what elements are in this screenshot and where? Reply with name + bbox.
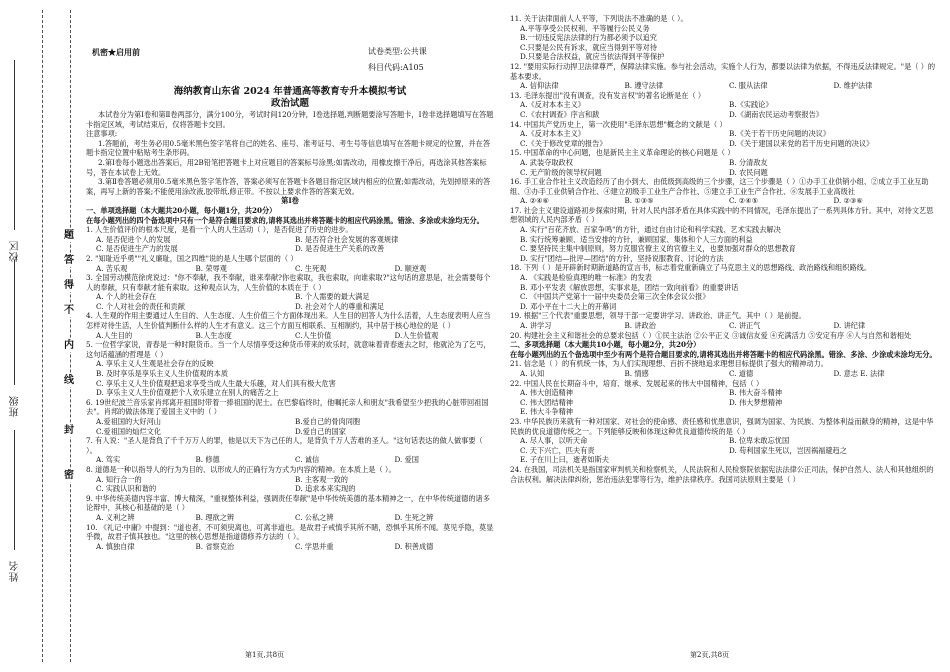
option: D. 伟大梦想精神: [729, 397, 783, 407]
option: B.人生态度: [195, 330, 232, 340]
title-line2: 政治试题: [270, 98, 309, 109]
option: A. 《实践是检验真理的唯一标准》的发表: [520, 273, 652, 283]
option: C. 诚信: [295, 455, 320, 465]
seal-char: 封: [64, 425, 74, 436]
question-stem: 16. 手工业合作社主义改造经历了由小到大、由低级到高级的三个步骤，这三个步骤是（ ）①办手工业供销小组、②成立手工业互助组、③办手工业供销合作社、④建立初级手工业生产合作社、⑤建立手工业生产合作社、⑥发展手工业高级社: [510, 177, 929, 196]
option: A.爱祖国的大好河山: [96, 417, 161, 426]
question-options: [96, 455, 494, 465]
option: A. 苦乐观: [96, 263, 128, 273]
label-name: 姓名: [10, 560, 21, 582]
question: [86, 311, 494, 340]
section-heading: 一、单项选择题（本大题共20小题，每小题1分，共20分）: [86, 205, 277, 215]
option: B. 邓小平发表《解放思想，实事求是，团结一致向前看》的重要讲话: [520, 282, 739, 292]
option: D. ②③⑥: [833, 196, 863, 206]
question-stem: 22. 中国人民在长期奋斗中，培育、继承、发展起来的伟大中国精神，包括（ ）: [510, 378, 764, 388]
option: E. 伟大斗争精神: [520, 407, 573, 417]
option: B. 情感: [624, 368, 649, 378]
option: C. 天下兴亡，匹夫有责: [520, 445, 595, 455]
option: D. 爱国: [394, 455, 419, 465]
question: [510, 331, 938, 341]
option: B. 伟大奋斗精神: [729, 388, 782, 398]
option: C. 道德: [729, 368, 754, 378]
option: D. 维护法律: [833, 81, 873, 91]
class-underline: [14, 260, 15, 385]
question-stem: 8. 道德是一种以指导人的行为为目的、以形成人的正确行为方式为内容的精神。在本质上是（ ）。: [86, 464, 396, 474]
option: C. 《中国共产党第十一届中央委员会第三次全体会议公报》: [520, 292, 710, 302]
seal-char: 密: [64, 470, 74, 481]
question-stem: 5. 一位哲学家说，青春是一种时限货币。当一个人尽情享受这种货币带来的欢乐时，就意味着青春逝去之时，他就沦为了乞丐，这句话蕴涵的哲理是（ ）: [86, 340, 491, 359]
intro-text: 本试卷分为第Ⅰ卷和第Ⅱ卷两部分，满分100分，考试时间120分钟，Ⅰ卷选择题,判断题要涂写答题卡，Ⅰ卷非选择题填写在答题卡指定区域，考试结束后，仅将答题卡交回。: [86, 110, 494, 129]
option: D. 生死之辨: [394, 512, 434, 522]
question-stem: 10. 《礼记·中庸》中提到："道也者，不可须臾离也，可离非道也。是故君子戒慎乎其所不睹，恐惧乎其所不闻。莫见乎隐，莫显乎微，故君子慎其独也。"这里的核心思想是指道德修养方法的（ ）。: [86, 522, 494, 542]
question: [86, 494, 494, 523]
option: C. 生死观: [295, 263, 327, 273]
option: A. 信仰法律: [520, 81, 559, 91]
notice-heading: 注意事项:: [86, 129, 118, 139]
option: [729, 455, 938, 465]
section-instructions: 在每小题列出的四个备选项中只有一个是符合题目要求的,请将其选出并将答题卡的相应代码涂黑。错涂、多涂或未涂均无分。: [86, 215, 484, 225]
exam-type: 试卷类型:公共课: [368, 47, 427, 56]
question-stem: 18. 下列（ ）是开辟新时期新道路的宣言书，标志着党重新确立了马克思主义的思想路线、政治路线和组织路线。: [510, 263, 872, 273]
label-campus: 校区: [10, 240, 21, 262]
question: [86, 523, 494, 552]
question-stem: 6. 19世纪波兰音乐家肖邦离开祖国时带着一捧祖国的泥土。在巴黎临终时，他嘱托亲人和朋友"我希望至少把我的心脏带回祖国去"。肖邦的做法体现了爱国主义中的（ ）: [86, 397, 489, 417]
cut-line-outer: [42, 10, 43, 662]
question-options: [520, 196, 938, 206]
question-stem: 4. 人生观的作用主要通过人生目的、人生态度、人生价值三个方面体现出来。人生目的回答人为什么活着，人生态度表明人应当怎样对待生活，人生价值判断什么样的人生才有意义。这三个方面互相联系、互相制约，其中居于核心地位的是（ ）: [86, 311, 491, 331]
question-stem: 23. 中华民族历来就有一种对国家、对社会的使命感、责任感和忧患意识，强调为国家、为民族、为整体利益而献身的精神，这是中华民族的优良道德传统之一。下列能够反映和体现这种优良道德传统的是（ ）: [510, 416, 934, 436]
option: B.一切违反宪法法律的行为都必须予以追究: [520, 33, 657, 43]
question-options: [96, 292, 494, 311]
option: A. 个人的社会存在: [96, 292, 157, 302]
option: E. 子在川上曰，逝者如斯夫: [520, 455, 609, 465]
question-options: [96, 417, 494, 436]
option: B.《实践论》: [729, 100, 773, 110]
option: A. ②④⑥: [520, 196, 550, 206]
question: [510, 465, 938, 484]
option: C.只要是公民有诉求，就应当得到平等对待: [520, 42, 657, 52]
notice-item: 1.答题前，考生务必用0.5毫米黑色签字笔将自己的姓名、座号、准考证号、考生号等信息填写在答题卡规定的位置，并在答题卡指定位置中粘贴考生条形码。: [86, 138, 491, 158]
option: A. 慎独自律: [96, 541, 135, 551]
question-stem: 17. 社会主义建设道路初步探索时期，针对人民内部矛盾在具体实践中的不同情况，毛泽东提出了一系列具体方针。其中，对待文艺思想领域的人民内部矛盾（ ）: [510, 205, 934, 225]
question-list: [510, 359, 938, 484]
option: A. 知行合一的: [96, 474, 142, 484]
option: C. 学思并重: [295, 541, 334, 551]
question: [86, 465, 494, 494]
option: B. 及时享乐是享乐主义人生价值观的本质: [96, 369, 229, 379]
option: A.《反对本本主义》: [520, 100, 585, 110]
option: D. 社会对个人的尊重和满足: [295, 301, 385, 311]
option: A. 认知: [520, 368, 545, 378]
option: C.人生价值: [295, 330, 332, 340]
page-footer-left: 第1页,共8页: [245, 651, 285, 659]
name-underline: [14, 430, 15, 550]
option: B. 修德: [195, 455, 220, 465]
option: A. 讲学习: [520, 321, 552, 330]
question-stem: 3. 全国劳动模范徐虎说过："你不奉献，我不奉献，谁来奉献?你也索取，我也索取，向谁索取?"这句话的意思是，社会需要每个人的奉献，只有奉献才能有索取。这种观点认为，人生价值的本质在于（ ）: [86, 273, 491, 292]
option: C. 服从法律: [729, 81, 768, 91]
question: [86, 225, 494, 254]
option: A.人生目的: [96, 330, 133, 340]
question-stem: 12. "要用实际行动捍卫法律尊严，保障法律实施。参与社会活动，实施个人行为，都要以法律为依据，不得违反法律规定。"是（ ）的基本要求。: [510, 61, 936, 81]
question: [510, 62, 938, 91]
question-options: [520, 273, 938, 311]
option: C. 个人对社会的责任和贡献: [96, 301, 185, 311]
option: D.只要是合法权益，就应当依法得到平等保护: [520, 52, 665, 62]
question: [86, 398, 494, 436]
question: [86, 273, 494, 311]
question-stem: 24. 在我国，司法机关是指国家审判机关和检察机关，人民法院和人民检察院依据宪法法律公正司法，保护自然人、法人和其他组织的合法权利。解决法律纠纷，惩治违法犯罪等行为，维护法律秩序。我国司法原则主要是（ ）: [510, 464, 934, 484]
question: [86, 254, 494, 273]
option: [729, 407, 938, 417]
option: C. ②④⑤: [729, 196, 759, 206]
seal-char: 不: [64, 305, 74, 316]
option: A.《反对本本主义》: [520, 129, 585, 139]
subject-code: 科目代码:A105: [368, 63, 424, 72]
option: A. 是否促进个人的发展: [96, 234, 171, 244]
option: B.爱自己的骨肉同胞: [295, 417, 361, 426]
title-line1: 海纳教育山东省 2024 年普通高等教育专升本模拟考试: [173, 86, 407, 97]
question-stem: 1. 人生价值评价的根本尺度，是看一个人的人生活动（ ），是否促进了历史的进步。: [86, 225, 353, 235]
seal-char: 题: [64, 230, 74, 241]
option: B.《关于若干历史问题的决议》: [729, 129, 831, 139]
option: A.平等享受公民权利、平等履行公民义务: [520, 23, 650, 33]
option: C. 无产阶级的领导权问题: [520, 167, 602, 177]
page-right: [510, 14, 938, 484]
question: [510, 148, 938, 177]
option: C. 享乐主义人生价值观把追求享受当成人生最大乐趣，对人们具有极大危害: [96, 378, 336, 388]
question: [86, 436, 494, 465]
question: [510, 311, 938, 330]
option: B. 省察克治: [195, 541, 235, 551]
option: D. 积善成德: [394, 541, 434, 551]
option: D. 农民问题: [729, 167, 768, 177]
option: B. 遵守法律: [624, 81, 664, 91]
question: [510, 206, 938, 264]
question-options: [96, 359, 494, 397]
option: A. 尽人事，以听天命: [520, 436, 588, 446]
question-options: [96, 475, 494, 494]
option: B. 个人需要的最大满足: [295, 292, 370, 302]
cut-line-inner: [70, 10, 71, 662]
question: [510, 91, 938, 120]
section-heading: 二、多项选择题（本大题共10小题，每小题2分，共20分）: [510, 340, 701, 350]
section-instructions: 在每小题列出的五个备选项中至少有两个是符合题目要求的,请将其选出并将答题卡的相应代码涂黑。错涂、多涂、少涂或未涂均无分。: [510, 349, 937, 359]
question-options: [96, 264, 494, 274]
option: B. ①③⑤: [624, 196, 654, 206]
question-stem: 13. 毛泽东提出"没有调查，没有发言权"的著名论断是在（ ）: [510, 90, 706, 100]
question-options: [520, 388, 938, 417]
question-list: [510, 14, 938, 340]
page-footer-right: 第2页,共8页: [690, 651, 730, 659]
option: B. 位卑未敢忘忧国: [729, 436, 790, 446]
option: A. 享乐主义人生观是社会存在的反映: [96, 359, 214, 369]
option: D. 意志 E. 法律: [833, 368, 885, 378]
question: [86, 340, 494, 398]
option: D.《湖南农民运动考察报告》: [729, 109, 824, 119]
question: [510, 359, 938, 378]
option: C.《关于修改党章的报告》: [520, 138, 607, 148]
option: C. 公私之辨: [295, 512, 334, 522]
option: A. 义利之辨: [96, 512, 135, 522]
option: B. 荣辱观: [195, 263, 227, 273]
campus-underline: [14, 60, 15, 230]
question-options: [520, 158, 938, 177]
question-stem: 11. 关于法律面前人人平等，下列说法不准确的是（ ）。: [510, 14, 688, 23]
option: A. 武装夺取政权: [520, 157, 573, 167]
exam-title: [86, 86, 494, 110]
question-options: [520, 129, 938, 148]
option: D. 享乐主义人生价值观把个人欢乐建立在别人的痛苦之上: [96, 388, 279, 398]
option: A. 笃实: [96, 455, 121, 465]
option: B. 主客观一致的: [295, 474, 348, 484]
question-options: [520, 81, 938, 91]
option: D. 讲纪律: [833, 321, 866, 330]
notice-item: 3.第Ⅱ卷答题必须用0.5毫米黑色签字笔作答，答案必须写在答题卡各题目指定区域内相应的位置;如需改动，先划掉原来的答案，再写上新的答案;不能使用涂改液,胶带纸,修正带。不按以上要求作答的答案无效。: [86, 177, 491, 196]
option: D. 顺逆观: [394, 263, 427, 273]
option: A. 实行"百花齐放、百家争鸣"的方针，通过自由讨论和科学实践、艺术实践去解决: [520, 225, 781, 235]
question: [510, 177, 938, 206]
option: A. 伟大创造精神: [520, 388, 573, 398]
question: [510, 417, 938, 465]
seal-char: 内: [64, 340, 74, 351]
exam-meta: [368, 44, 427, 76]
question-options: [96, 513, 494, 523]
question-stem: 7. 有人说："圣人是背負了千千万万人的罪，他是以天下为己任的人，是背负千万人苦难的圣人。"这句话表达的做人做事要（ ）。: [86, 436, 483, 455]
option: D.《关于建国以来党的若干历史问题的决议》: [729, 138, 874, 148]
question-stem: 20. 构建社会主义和谐社会的总要求包括（ ）①民主法治 ②公平正义 ③诚信友爱 ④充满活力 ⑤安定有序 ⑥人与自然和谐相处: [510, 330, 912, 340]
question-options: [520, 436, 938, 465]
confidential-mark: 机密★启用前: [92, 47, 140, 57]
question-options: [520, 225, 938, 263]
question: [510, 379, 938, 417]
option: C. 是否促进生产力的发展: [96, 244, 178, 254]
option: D. 是否促进生产关系的改善: [295, 244, 385, 254]
page-left: [86, 14, 494, 551]
option: C.爱祖国的灿烂文化: [96, 426, 162, 436]
option: C.《农村调查》序言和跋: [520, 109, 600, 119]
part-heading: 第Ⅰ卷: [281, 196, 299, 206]
question: [510, 263, 938, 311]
option: C. 要坚持民主集中制原则，努力克服官僚主义的官僚主义，也要加强对群众的思想教育: [520, 244, 796, 254]
option: D. 苟利国家生死以，岂因祸福避趋之: [729, 445, 847, 455]
seal-char: 线: [64, 375, 74, 386]
option: D.爱自己的国家: [295, 426, 346, 436]
option: B. 讲政治: [624, 321, 656, 330]
option: B. 理欲之辨: [195, 512, 235, 522]
option: D.人生价值观: [394, 330, 439, 340]
option: C. 伟大团结精神: [520, 397, 573, 407]
question: [510, 14, 938, 62]
question-options: [520, 369, 938, 379]
question-list: [86, 225, 494, 551]
label-class: 班级: [10, 395, 21, 417]
option: B. 是否符合社会发展的客观规律: [295, 234, 399, 244]
seal-char: 答: [64, 255, 74, 266]
question-stem: 9. 中华传统美德内容丰富、博大精深，"重视整体利益，强调责任奉献"是中华传统美德的基本精神之一，在中华传统道德的诸多论辩中，其核心和基础的是（ ）: [86, 493, 490, 513]
option: D. 邓小平在十二大上的开幕词: [520, 301, 617, 311]
option: B. 分清敌友: [729, 157, 768, 167]
question: [510, 120, 938, 149]
notice-item: 2.第Ⅰ卷每小题选出答案后，用2B铅笔把答题卡上对应题目的答案标号涂黑;如需改动，用橡皮擦干净后，再选涂其他答案标号，答在本试卷上无效。: [86, 157, 487, 177]
question-options: [96, 331, 494, 341]
option: B. 实行统筹兼顾、适当安排的方针，兼顾国家、集体和个人三方面的利益: [520, 234, 753, 244]
exam-header: [86, 14, 494, 72]
question-options: [520, 100, 938, 119]
question-options: [96, 542, 494, 552]
binding-margin: [0, 0, 80, 672]
question-stem: 2. "知耻近乎勇""礼义廉耻，国之四维"说的是人生哪个层面的（ ）: [86, 253, 298, 263]
option: D. 追求本来实现的: [295, 484, 356, 494]
question-stem: 19. 根据"三个代表"重要思想，领导干部一定要讲学习、讲政治、讲正气。其中（ ）是前提。: [510, 311, 806, 321]
option: C. 实践认识和谐的: [96, 484, 157, 494]
question-stem: 21. 信念是（ ）的有机统一体，为人们实现理想、百折不挠地追求理想目标提供了强大的精神动力。: [510, 359, 828, 369]
question-options: [520, 321, 938, 331]
option: D. 实行"团结—批评—团结"的方针，坚持说服教育、讨论的方法: [520, 253, 724, 263]
question-options: [96, 235, 494, 254]
question-stem: 14. 中国共产党历史上，第一次使用"毛泽东思想"概念的文献是（ ）: [510, 119, 727, 129]
question-stem: 15. 中国革命的中心问题，也是新民主主义革命理论的核心问题是（ ）: [510, 148, 735, 158]
question-options: [520, 24, 938, 62]
option: C. 讲正气: [729, 321, 761, 330]
seal-char: 得: [64, 280, 74, 291]
